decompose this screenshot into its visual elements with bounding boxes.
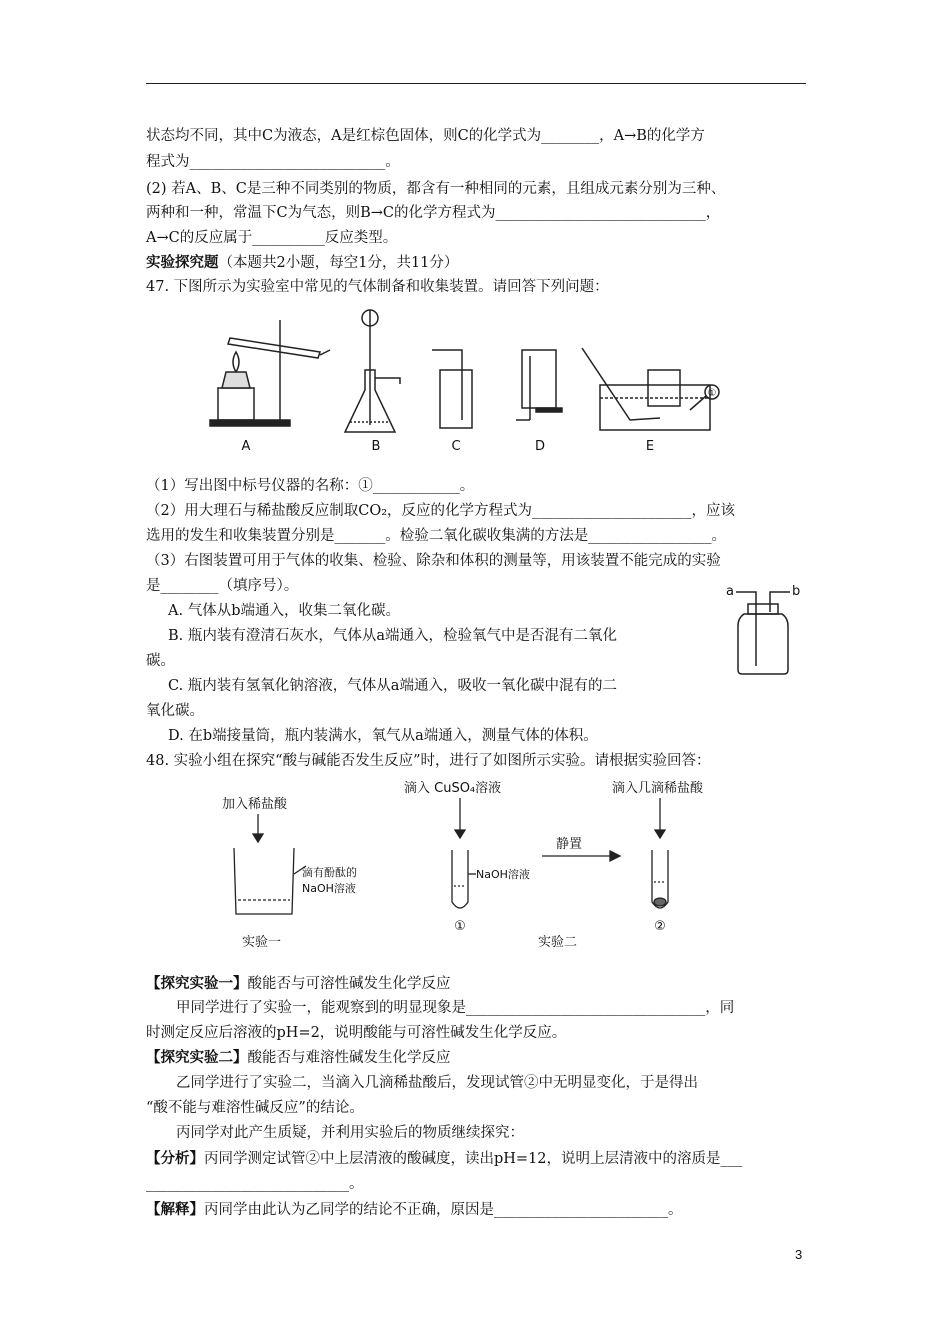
option-b: B. 瓶内装有澄清石灰水，气体从a端通入，检验氧气中是否混有二氧化 bbox=[168, 628, 618, 644]
text-line: 时测定反应后溶液的pH=2，说明酸能与可溶性碱发生化学反应。 bbox=[146, 1025, 567, 1041]
text-line: （3）右图装置可用于气体的收集、检验、除杂和体积的测量等，用该装置不能完成的实验 bbox=[146, 553, 721, 569]
jar-c bbox=[440, 370, 472, 428]
text-line: A→C的反应属于__________反应类型。 bbox=[146, 230, 398, 246]
text-line: 乙同学进行了实验二，当滴入几滴稀盐酸后，发现试管②中无明显变化，于是得出 bbox=[176, 1075, 698, 1091]
add-hcl2-label: 滴入几滴稀盐酸 bbox=[612, 781, 704, 796]
explore-2-line: 【探究实验二】酸能否与难溶性碱发生化学反应 bbox=[146, 1049, 451, 1066]
jar-e bbox=[648, 370, 680, 406]
text-line: 两种和一种，常温下C为气态，则B→C的化学方程式为_____________________________， bbox=[146, 205, 721, 221]
text-line: 状态均不同，其中C为液态，A是红棕色固体，则C的化学式为________，A→B的化学方 bbox=[146, 128, 705, 144]
page-number: 3 bbox=[795, 1247, 803, 1262]
option-a: A. 气体从b端通入，收集二氧化碳。 bbox=[168, 603, 400, 619]
still-label: 静置 bbox=[556, 837, 583, 852]
exp1-label: 实验一 bbox=[242, 935, 282, 950]
tube-1-label: ① bbox=[454, 919, 466, 934]
beaker bbox=[234, 848, 294, 914]
section-heading-line: 实验探究题（本题共2小题，每空1分，共11分） bbox=[146, 254, 459, 271]
marker-1: ① bbox=[707, 388, 717, 399]
port-a: a bbox=[726, 584, 734, 599]
test-tube-1 bbox=[452, 850, 468, 908]
exp2-label: 实验二 bbox=[538, 935, 578, 950]
header-rule bbox=[146, 83, 806, 84]
text-line: (2) 若A、B、C是三种不同类别的物质，都含有一种相同的元素，且组成元素分别为三种、 bbox=[146, 181, 726, 197]
long-tube bbox=[736, 592, 756, 666]
section-heading: 实验探究题 bbox=[146, 254, 219, 271]
text-line: 选用的发生和收集装置分别是_______。检验二氧化碳收集满的方法是_________________。 bbox=[146, 528, 726, 544]
text-line: ____________________________。 bbox=[146, 1176, 364, 1192]
phenol-label-2: NaOH溶液 bbox=[302, 882, 356, 895]
naoh-label: NaOH溶液 bbox=[476, 868, 530, 881]
port-b: b bbox=[792, 584, 801, 599]
question-47: 47. 下图所示为实验室中常见的气体制备和收集装置。请回答下列问题： bbox=[146, 279, 609, 295]
question-48: 48. 实验小组在探究“酸与碱能否发生反应”时，进行了如图所示实验。请根据实验回答： bbox=[146, 753, 711, 769]
text-line: “酸不能与难溶性碱反应”的结论。 bbox=[146, 1100, 364, 1116]
text-line: （2）用大理石与稀盐酸反应制取CO₂，反应的化学方程式为______________________，应该 bbox=[146, 503, 736, 519]
text-line: 程式为___________________________。 bbox=[146, 154, 400, 170]
label-b: B bbox=[371, 439, 381, 454]
tube-2-label: ② bbox=[654, 919, 666, 934]
label-c: C bbox=[451, 439, 461, 454]
text-line: 丙同学对此产生质疑，并利用实验后的物质继续探究： bbox=[176, 1125, 524, 1141]
label-a: A bbox=[241, 439, 251, 454]
analysis-line: 【分析】丙同学测定试管②中上层清液的酸碱度，读出pH=12，说明上层清液中的溶质是___ bbox=[146, 1150, 743, 1167]
apparatus-a-base bbox=[210, 420, 290, 426]
apparatus-a-tube bbox=[228, 338, 320, 358]
gas-bottle-figure bbox=[722, 582, 806, 680]
burner bbox=[222, 372, 250, 388]
bottle bbox=[738, 614, 788, 674]
apparatus-figure bbox=[200, 300, 740, 460]
phenol-label-1: 滴有酚酞的 bbox=[302, 866, 357, 879]
short-tube bbox=[770, 592, 790, 612]
option-b-cont: 碳。 bbox=[146, 653, 175, 669]
explore-1-line: 【探究实验一】酸能否与可溶性碱发生化学反应 bbox=[146, 975, 451, 992]
flame bbox=[233, 352, 239, 372]
add-cuso4-label: 滴入 CuSO₄溶液 bbox=[404, 781, 502, 796]
option-c-cont: 氧化碳。 bbox=[146, 703, 204, 719]
experiment-figure bbox=[220, 774, 740, 954]
apparatus-a-block bbox=[218, 388, 254, 420]
explain-line: 【解释】丙同学由此认为乙同学的结论不正确，原因是________________________。 bbox=[146, 1201, 683, 1218]
add-hcl-label: 加入稀盐酸 bbox=[222, 797, 288, 812]
text-line: （1）写出图中标号仪器的名称：①____________。 bbox=[146, 478, 475, 494]
text-line: 是________（填序号）。 bbox=[146, 578, 299, 594]
jar-d bbox=[522, 350, 556, 408]
option-d: D. 在b端接量筒，瓶内装满水，氧气从a端通入，测量气体的体积。 bbox=[168, 728, 598, 744]
text-line: 甲同学进行了实验一，能观察到的明显现象是_________________________________，同 bbox=[176, 1000, 735, 1016]
label-d: D bbox=[534, 439, 546, 454]
option-c: C. 瓶内装有氢氧化钠溶液，气体从a端通入，吸收一氧化碳中混有的二 bbox=[168, 678, 617, 694]
label-e: E bbox=[645, 439, 655, 454]
